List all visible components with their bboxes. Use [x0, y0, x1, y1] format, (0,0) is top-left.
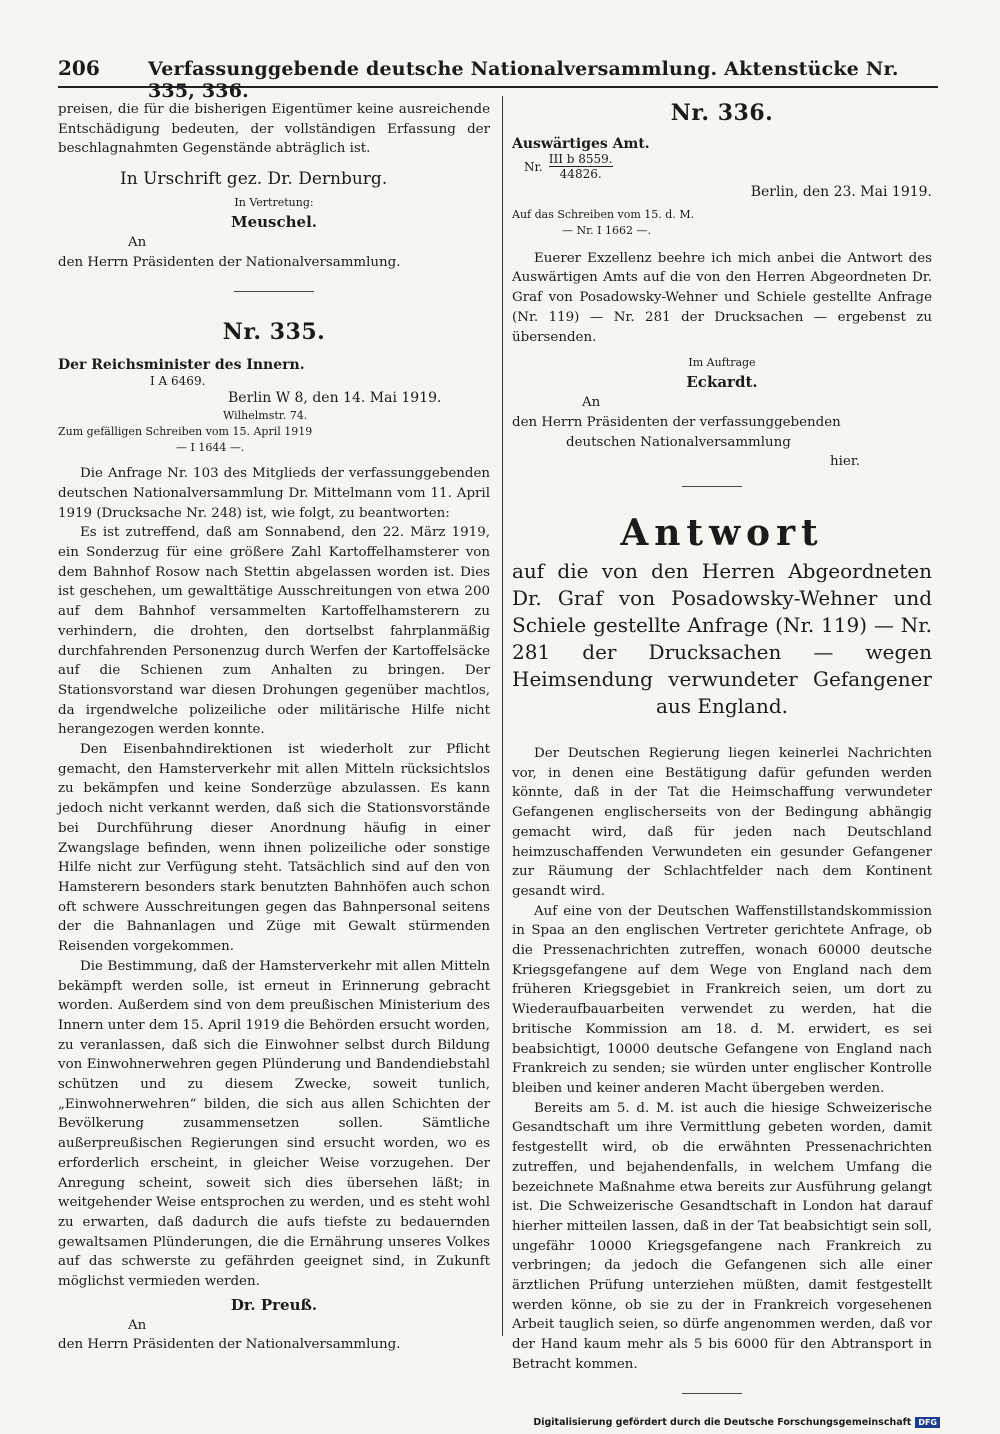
schreiben-ref: — I 1644 —.	[176, 441, 245, 455]
signature-dernburg: In Urschrift gez. Dr. Dernburg.	[120, 169, 388, 190]
paragraph: Die Anfrage Nr. 103 des Mitglieds der verfassunggebenden deutschen Nationalversammlung Dr. Mittelmann vom 11. April 1919 (Drucksache Nr. 248) ist, wie folgt, zu beantworten:	[58, 466, 490, 521]
separator-rule	[234, 291, 314, 292]
vertretung-label: In Vertretung:	[234, 196, 314, 210]
sender: Der Reichsminister des Innern.	[58, 356, 305, 373]
auftrage-label: Im Auftrage	[688, 356, 756, 370]
page-number: 206	[58, 56, 100, 80]
reference-block	[524, 152, 932, 181]
ref-top: III b 8559.	[548, 152, 613, 166]
schreiben-line: Zum gefälligen Schreiben vom 15. April 1919	[58, 425, 313, 439]
schreiben-line: Auf das Schreiben vom 15. d. M.	[512, 207, 695, 221]
paragraph: Die Bestimmung, daß der Hamsterverkehr mit allen Mitteln bekämpft werden solle, ist erneut in Erinnerung gebracht worden. Außerdem sind von dem preußischen Ministerium des Innern unter dem 15. April 1919 die Behörden ersucht worden, zu veranlassen, daß sich die Einwohner selbst durch Bildung von Einwohnerwehren gegen Plünderung und Bandendiebstahl schützen und zu diesem Zwecke, soweit tunlich, „Einwohnerwehren“ bilden, die sich aus allen Schichten der Bevölkerung zusammensetzen sollen. Sämtliche außerpreußischen Regierungen sind ersucht worden, wo es erforderlich erscheint, in gleicher Weise vorzugehen. Der Anregung scheint, soweit sich dies übersehen läßt; in weitgehender Weise entsprochen zu werden, und es steht wohl zu erwarten, daß dadurch die aufs tiefste zu bedauernden gewaltsamen Plünderungen, die die Ernährung unseres Volkes auf das schwerste zu gefährden geeignet sind, in Zukunft möglichst vermieden werden.	[58, 958, 490, 1290]
paragraph: Auf eine von der Deutschen Waffenstillstandskommission in Spaa an den englischen Vertreter gerichtete Anfrage, ob die Pressenachrichten zutreffen, wonach 60000 deutsche Kriegsgefangene auf dem Wege von England nach dem früheren Kriegsgebiet in Frankreich seien, um dort zu Wiederaufbauarbeiten verwendet zu werden, hat die britische Kommission am 18. d. M. erwidert, es sei beabsichtigt, 10000 deutsche Gefangene von England nach Frankreich zu senden; sie würden unter englischer Kontrolle bleiben und keiner anderen Macht übergeben werden.	[512, 903, 932, 1096]
separator-rule	[682, 1393, 742, 1394]
right-column	[512, 100, 932, 1405]
intro-paragraph: preisen, die für die bisherigen Eigentümer keine ausreichende Entschädigung bedeuten, der vollständigen Erfassung der beschlagnahmten Gegenstände abträglich ist.	[58, 102, 490, 157]
paragraph: Es ist zutreffend, daß am Sonnabend, den 22. März 1919, ein Sonderzug für eine größere Zahl Kartoffelhamsterer von dem Bahnhof Rosow nach Stettin abgelassen worden ist. Dies ist geschehen, um gewalttätige Ausschreitungen von etwa 200 auf dem Bahnhof versammelten Kartoffelhamsterern zu verhindern, die drohten, den dortselbst fahrplanmäßig durchfahrenden Personenzug durch Werfen der Kartoffelsäcke auf die Schienen zum Anhalten zu bringen. Der Stationsvorstand war diesen Drohungen gegenüber machtlos, da irgendwelche polizeiliche oder militärische Hilfe nicht herangezogen werden konnte.	[58, 525, 490, 738]
place-date: Berlin W 8, den 14. Mai 1919.	[228, 389, 442, 406]
cover-letter: Euerer Exzellenz beehre ich mich anbei die Antwort des Auswärtigen Amts auf die von den Herren Abgeordneten Dr. Graf von Posadowsky-Wehner und Schiele gestellte Anfrage (Nr. 119) — Nr. 281 der Drucksachen — ergebenst zu übersenden.	[512, 250, 932, 345]
column-divider	[502, 96, 503, 1336]
running-title: Verfassunggebende deutsche Nationalversammlung. Aktenstücke Nr. 335, 336.	[148, 58, 899, 102]
an-label: An	[128, 1317, 147, 1333]
spacer	[512, 1375, 932, 1405]
spacer	[58, 273, 490, 319]
sender: Auswärtiges Amt.	[512, 136, 650, 152]
footer	[533, 1417, 940, 1428]
spacer	[512, 472, 932, 512]
ref-prefix: Nr.	[524, 159, 543, 174]
ref-fraction	[549, 152, 613, 181]
place-date: Berlin, den 23. Mai 1919.	[750, 184, 932, 200]
signature-preuss: Dr. Preuß.	[230, 1295, 318, 1314]
addressee-line: deutschen Nationalversammlung	[566, 434, 791, 450]
paragraph: Den Eisenbahndirektionen ist wiederholt zur Pflicht gemacht, den Hamsterverkehr mit allen Mitteln rücksichtslos zu bekämpfen und keine Sonderzüge abzulassen. Es kann jedoch nicht verkannt werden, daß sich die Stationsvorstände bei Durchführung dieser Anordnung häufig in einer Zwangslage befinden, wenn ihnen polizeiliche oder sonstige Hilfe nicht zur Verfügung steht. Tatsächlich sind auf den von Hamsterern besonders stark benutzten Bahnhöfen auch schon oft schwere Ausschreitungen gegen das Bahnpersonal seitens der die Bahnanlagen und Züge mit Gewalt stürmenden Reisenden vorgekommen.	[58, 742, 490, 955]
ref-bottom: 44826.	[559, 167, 602, 181]
signature-meuschel: Meuschel.	[230, 213, 317, 232]
paragraph: Der Deutschen Regierung liegen keinerlei Nachrichten vor, in denen eine Bestätigung dafür gefunden werden könnte, daß in der Tat die Heimschaffung verwundeter Gefangenen englischerseits von der Bedingung abhängig gemacht wird, daß für jeden nach Deutschland heimzuschaffenden Verwundeten ein gesunder Gefangener zur Räumung der Schlachtfelder nach dem Kontinent gesandt wird.	[512, 746, 932, 899]
antwort-title: Antwort	[620, 512, 824, 555]
paragraph: Bereits am 5. d. M. ist auch die hiesige Schweizerische Gesandtschaft um ihre Vermittlung gebeten worden, damit festgestellt wird, ob die erwähnten Pressenachrichten zutreffen, und bejahendenfalls, in welchem Umfang die bezeichnete Maßnahme etwa bereits zur Ausführung gelangt ist. Die Schweizerische Gesandtschaft in London hat darauf hierher mitteilen lassen, daß in der Tat beabsichtigt sein soll, ungefähr 10000 Kriegsgefangene nach Frankreich zu verbringen; da jedoch die Gefangenen sich alle einer ärztlichen Prüfung unterziehen müßten, damit festgestellt werden könne, ob sie zu der in Frankreich vorgesehenen Arbeit tauglich seien, so dürfe angenommen werden, daß vor der Hand kaum mehr als 5 bis 6000 für den Abtransport in Betracht kommen.	[512, 1100, 932, 1372]
antwort-subtitle: auf die von den Herren Abgeordneten Dr. Graf von Posadowsky-Wehner und Schiele gestellte Anfrage (Nr. 119) — Nr. 281 der Drucksachen — wegen Heimsendung verwundeter Gefangener aus England.	[512, 559, 932, 719]
addressee: den Herrn Präsidenten der Nationalversammlung.	[58, 1337, 401, 1353]
reference-number: I A 6469.	[150, 373, 206, 388]
schreiben-ref: — Nr. I 1662 —.	[562, 223, 651, 237]
addressee: den Herrn Präsidenten der Nationalversammlung.	[58, 254, 401, 270]
signature-eckardt: Eckardt.	[686, 373, 758, 392]
addressee-line: den Herrn Präsidenten der verfassunggebenden	[512, 414, 841, 430]
spacer	[512, 720, 932, 744]
left-column	[58, 100, 490, 1355]
page-header	[58, 56, 938, 102]
an-label: An	[582, 395, 601, 411]
dfg-logo-icon: DFG	[915, 1417, 940, 1428]
document-number: Nr. 336.	[670, 100, 774, 126]
an-label: An	[128, 235, 147, 251]
document-number: Nr. 335.	[222, 318, 326, 345]
addressee-line: hier.	[830, 454, 861, 470]
street: Wilhelmstr. 74.	[223, 409, 308, 423]
footer-text: Digitalisierung gefördert durch die Deutsche Forschungsgemeinschaft	[533, 1417, 912, 1428]
separator-rule	[682, 486, 742, 487]
